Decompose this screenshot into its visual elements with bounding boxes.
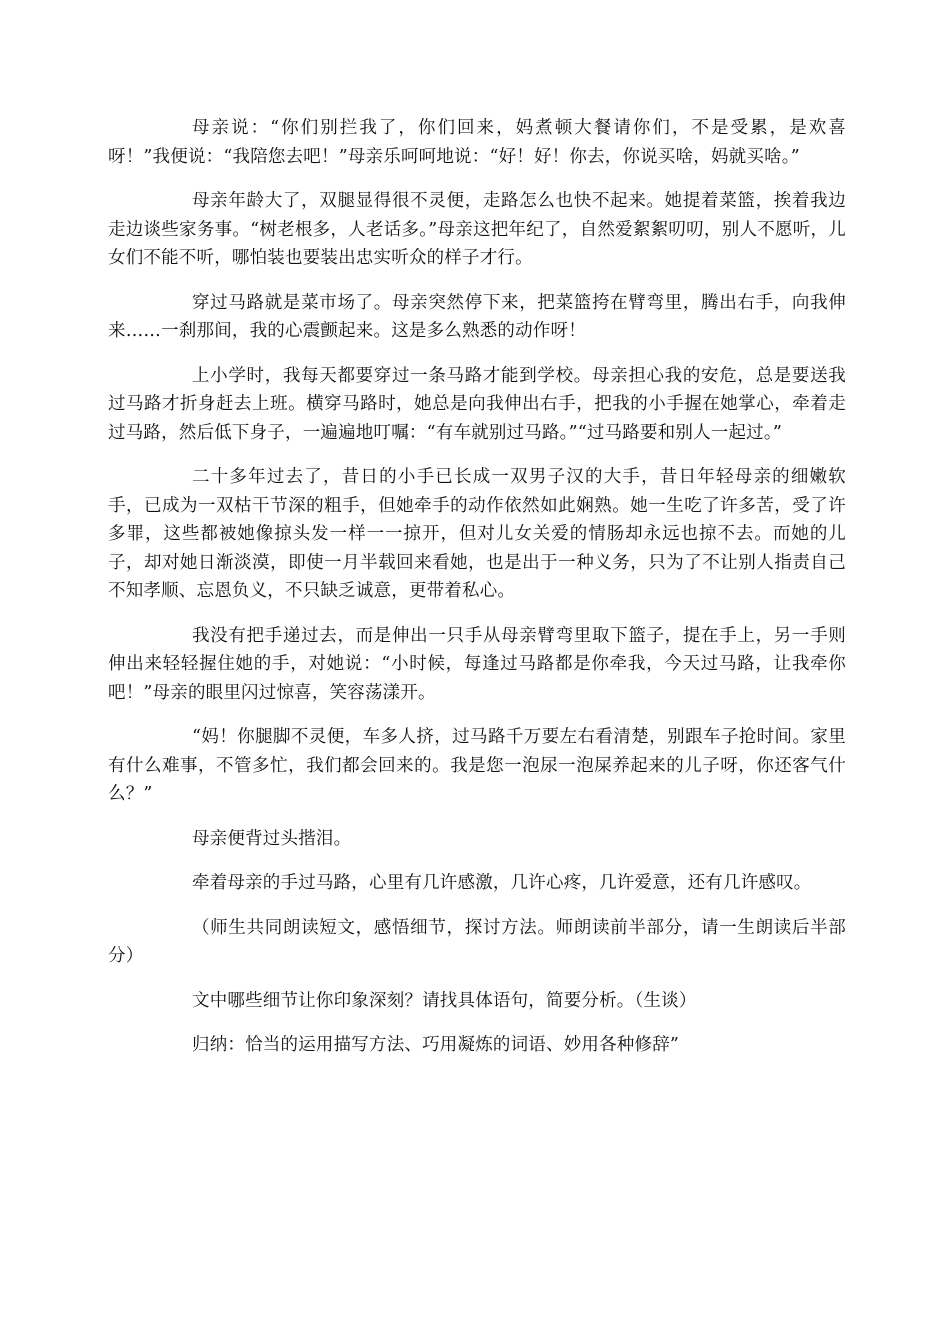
paragraph-twenty-years: 二十多年过去了，昔日的小手已长成一双男子汉的大手，昔日年轻母亲的细嫩软手，已成为一双枯干节深的粗手，但她牵手的动作依然如此娴熟。她一生吃了许多苦，受了许多罪，这些都被她像掠头发一样一一掠开，但对儿女关爱的情肠却永远也掠不去。而她的儿子，却对她日渐淡漠，即使一月半载回来看她，也是出于一种义务，只为了不让别人指责自己不知孝顺、忘恩负义，不只缺乏诚意，更带着私心。 <box>108 467 846 601</box>
paragraph-holding-hand: 我没有把手递过去，而是伸出一只手从母亲臂弯里取下篮子，提在手上，另一手则伸出来轻轻握住她的手，对她说：“小时候，每逢过马路都是你牵我，今天过马路，让我牵你吧！”母亲的眼里闪过惊喜，笑容荡漾开。 <box>108 625 846 703</box>
paragraph-mother-tears: 母亲便背过头揩泪。 <box>192 828 352 849</box>
paragraph-summary: 归纳：恰当的运用描写方法、巧用凝炼的词语、妙用各种修辞” <box>192 1035 680 1055</box>
paragraph-mother-invites: 母亲说：“你们别拦我了，你们回来，妈煮顿大餐请你们，不是受累，是欢喜呀！”我便说：“我陪您去吧！”母亲乐呵呵地说：“好！好！你去，你说买啥，妈就买啥。” <box>108 118 846 167</box>
paragraph-teaching-note: （师生共同朗读短文，感悟细节，探讨方法。师朗读前半部分，请一生朗读后半部分） <box>108 917 846 966</box>
paragraph-son-speech: “妈！你腿脚不灵便，车多人挤，过马路千万要左右看清楚，别跟车子抢时间。家里有什么难事，不管多忙，我们都会回来的。我是您一泡尿一泡屎养起来的儿子呀，你还客气什么？” <box>108 727 846 804</box>
paragraph-question: 文中哪些细节让你印象深刻？请找具体语句，简要分析。（生谈） <box>192 990 697 1011</box>
paragraph-mother-walking: 母亲年龄大了，双腿显得很不灵便，走路怎么也快不起来。她提着菜篮，挨着我边走边谈些家务事。“树老根多，人老话多。”母亲这把年纪了，自然爱絮絮叨叨，别人不愿听，儿女们不能不听，哪怕装也要装出忠实听众的样子才行。 <box>108 191 846 268</box>
paragraph-crossing-road: 穿过马路就是菜市场了。母亲突然停下来，把菜篮挎在臂弯里，腾出右手，向我伸来……一刹那间，我的心震颤起来。这是多么熟悉的动作呀！ <box>108 292 846 341</box>
paragraph-childhood-memory: 上小学时，我每天都要穿过一条马路才能到学校。母亲担心我的安危，总是要送我过马路才折身赶去上班。横穿马路时，她总是向我伸出右手，把我的小手握在她掌心，牵着走过马路，然后低下身子，一遍遍地叮嘱：“有车就别过马路。”“过马路要和别人一起过。” <box>108 365 846 443</box>
document-body <box>108 114 846 1076</box>
paragraph-feelings: 牵着母亲的手过马路，心里有几许感激，几许心疼，几许爱意，还有几许感叹。 <box>192 873 812 893</box>
